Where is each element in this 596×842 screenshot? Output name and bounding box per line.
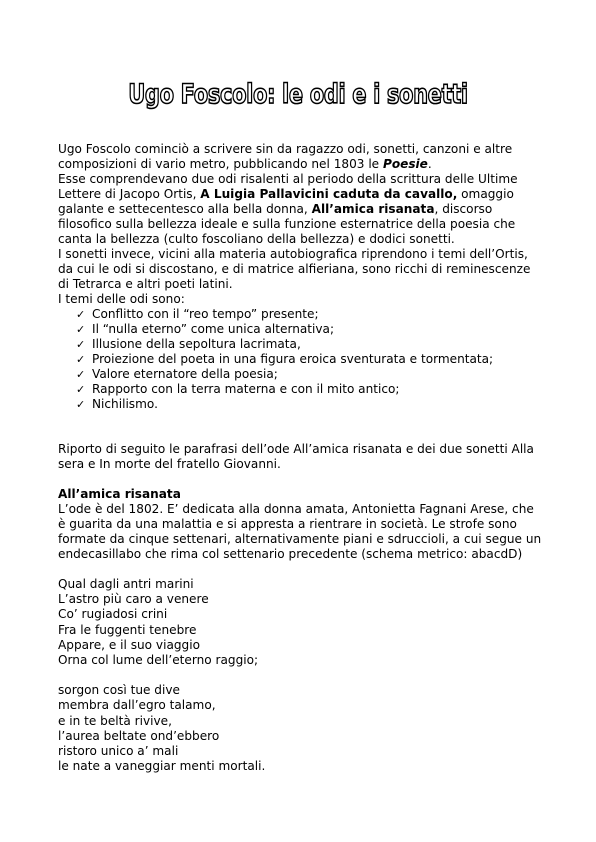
report-line: Riporto di seguito le parafrasi dell’ode All’amica risanata e dei due sonetti Alla (58, 442, 534, 456)
section-line: endecasillabo che rima col settenario precedente (schema metrico: abacdD) (58, 547, 523, 561)
section-line: formate da cinque settenari, alternativamente piani e sdruccioli, a cui segue un (58, 532, 542, 546)
poem-line: membra dall’egro talamo, (58, 698, 216, 713)
document-body (58, 142, 544, 774)
intro-text: omaggio (457, 187, 514, 201)
checkmark-icon: ✓ (76, 338, 86, 351)
intro-line: I sonetti invece, vicini alla materia autobiografica riprendono i temi dell’Ortis, (58, 247, 528, 261)
ode2-title: All’amica risanata (311, 202, 435, 216)
intro-line: Esse comprendevano due odi risalenti al periodo della scrittura delle Ultime (58, 172, 518, 186)
spacer (58, 562, 544, 577)
ode1-title: A Luigia Pallavicini caduta da cavallo, (200, 187, 458, 201)
checkmark-icon: ✓ (76, 383, 86, 396)
intro-line: Ugo Foscolo cominciò a scrivere sin da ragazzo odi, sonetti, canzoni e altre (58, 142, 513, 156)
checkmark-icon: ✓ (76, 323, 86, 336)
period: . (427, 157, 432, 171)
intro-line: filosofico sulla bellezza ideale e sulla funzione esternatrice della poesia che (58, 217, 516, 231)
poem-line: e in te beltà rivive, (58, 713, 172, 728)
theme-text: Illusione della sepoltura lacrimata, (92, 337, 301, 351)
intro-text: Lettere di Jacopo Ortis, (58, 187, 201, 201)
theme-text: Il “nulla eterno” come unica alternativa; (92, 322, 335, 336)
poem-line: le nate a vaneggiar menti mortali. (58, 759, 266, 774)
poem-line: L’astro più caro a venere (58, 592, 209, 607)
intro-line: canta la bellezza (culto foscoliano della bellezza) e dodici sonetti. (58, 232, 455, 246)
poem-line: sorgon così tue dive (58, 683, 180, 698)
checkmark-icon: ✓ (76, 368, 86, 381)
intro-line: I temi delle odi sono: (58, 292, 185, 306)
spacer (58, 472, 544, 487)
poem-line: Appare, e il suo viaggio (58, 637, 200, 652)
report-line: sera e In morte del fratello Giovanni. (58, 457, 281, 471)
intro-line (58, 202, 544, 217)
poem-stanza-2 (58, 683, 544, 774)
intro-text: composizioni di vario metro, pubblicando nel 1803 le (58, 157, 383, 171)
theme-item (76, 397, 544, 412)
intro-line (58, 187, 544, 202)
checkmark-icon: ✓ (76, 398, 86, 411)
theme-item (76, 337, 544, 352)
theme-text: Rapporto con la terra materna e con il mito antico; (92, 382, 400, 396)
spacer (58, 412, 544, 442)
section-line: è guarita da una malattia e si appresta a rientrare in società. Le strofe sono (58, 517, 517, 531)
page-title: Ugo Foscolo: le odi e i sonetti (128, 79, 468, 110)
section-line: L’ode è del 1802. E’ dedicata alla donna amata, Antonietta Fagnani Arese, che (58, 502, 534, 516)
theme-item (76, 367, 544, 382)
theme-item (76, 307, 544, 322)
poem-line: Qual dagli antri marini (58, 577, 194, 591)
theme-item (76, 352, 544, 367)
section-heading: All’amica risanata (58, 487, 181, 501)
intro-line: da cui le odi si discostano, e di matrice alfieriana, sono ricchi di reminescenze (58, 262, 531, 276)
poem-line: Fra le fuggenti tenebre (58, 622, 197, 637)
theme-text: Nichilismo. (92, 397, 158, 411)
themes-list (58, 307, 544, 412)
poem-line: ristoro unico a’ mali (58, 744, 179, 759)
poesie-title: Poesie (382, 157, 428, 171)
checkmark-icon: ✓ (76, 353, 86, 366)
intro-line (58, 157, 544, 172)
theme-text: Proiezione del poeta in una figura eroica sventurata e tormentata; (92, 352, 494, 366)
spacer (58, 668, 544, 683)
poem-line: Orna col lume dell’eterno raggio; (58, 653, 259, 668)
intro-line: di Tetrarca e altri poeti latini. (58, 277, 233, 291)
theme-text: Conflitto con il “reo tempo” presente; (92, 307, 319, 321)
theme-item (76, 322, 544, 337)
intro-text: , discorso (434, 202, 493, 216)
theme-item (76, 382, 544, 397)
intro-text: galante e settecentesco alla bella donna, (58, 202, 312, 216)
checkmark-icon: ✓ (76, 308, 86, 321)
poem-line: Co’ rugiadosi crini (58, 607, 168, 622)
theme-text: Valore eternatore della poesia; (92, 367, 278, 381)
poem-stanza-1 (58, 577, 544, 668)
poem-line: l’aurea beltate ond’ebbero (58, 728, 220, 743)
